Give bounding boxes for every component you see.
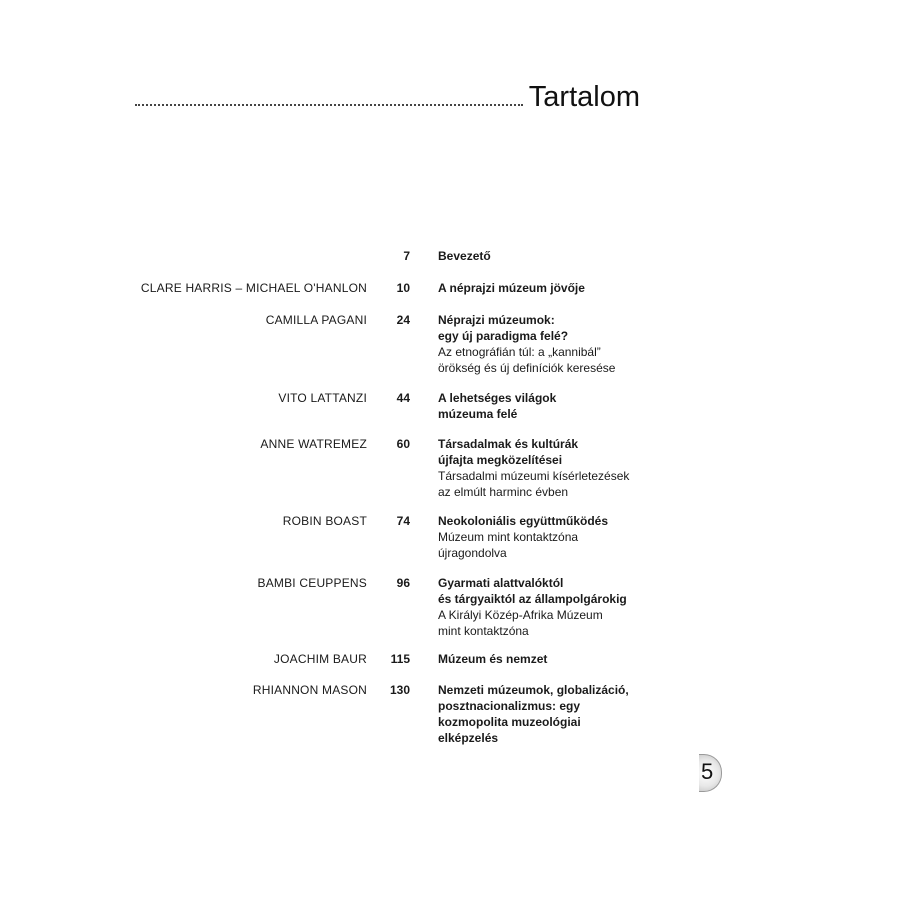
entry-title: A lehetséges világok (438, 391, 557, 405)
toc-entry[interactable] (0, 575, 900, 655)
entry-title: Múzeum és nemzet (438, 652, 548, 666)
entry-title: kozmopolita muzeológiai (438, 715, 581, 729)
entry-page: 10 (396, 281, 410, 295)
toc-entry[interactable] (0, 312, 900, 392)
entry-page: 96 (396, 576, 410, 590)
entry-page: 74 (396, 514, 410, 528)
entry-title: és tárgyaiktól az állampolgárokig (438, 592, 627, 606)
entry-author: JOACHIM BAUR (273, 652, 367, 666)
entry-title: posztnacionalizmus: egy (438, 699, 581, 713)
entry-author: BAMBI CEUPPENS (257, 576, 367, 590)
entry-title: Társadalmak és kultúrák (438, 437, 579, 451)
entry-title: elképzelés (438, 731, 499, 745)
entry-subtitle: újragondolva (438, 546, 507, 560)
entry-title: Bevezető (438, 249, 491, 263)
page-number: 5 (701, 759, 714, 784)
entry-title: újfajta megközelítései (438, 453, 563, 467)
entry-title: Neokoloniális együttműködés (438, 514, 609, 528)
entry-author: CAMILLA PAGANI (265, 313, 367, 327)
entry-subtitle: Múzeum mint kontaktzóna (438, 530, 579, 544)
entry-author: ANNE WATREMEZ (260, 437, 367, 451)
dot-leader (135, 104, 523, 106)
entry-page: 130 (389, 683, 410, 697)
toc-entry[interactable] (0, 436, 900, 516)
entry-title: A néprajzi múzeum jövője (438, 281, 585, 295)
entry-title: egy új paradigma felé? (438, 329, 569, 343)
entry-subtitle: az elmúlt harminc évben (438, 485, 569, 499)
entry-author: CLARE HARRIS – MICHAEL O'HANLON (140, 281, 367, 295)
entry-author: RHIANNON MASON (252, 683, 367, 697)
entry-subtitle: örökség és új definíciók keresése (438, 361, 616, 375)
page-title: Tartalom (528, 81, 640, 113)
entry-title: Nemzeti múzeumok, globalizáció, (438, 683, 629, 697)
entry-page: 24 (396, 313, 410, 327)
toc-header (135, 74, 640, 114)
entry-title: Néprajzi múzeumok: (438, 313, 555, 327)
entry-author: VITO LATTANZI (278, 391, 367, 405)
entry-subtitle: mint kontaktzóna (438, 624, 529, 638)
entry-page: 7 (403, 249, 410, 263)
entry-subtitle: A Királyi Közép-Afrika Múzeum (438, 608, 603, 622)
entry-subtitle: Az etnográfián túl: a „kannibál” (438, 345, 601, 359)
toc-entry[interactable] (0, 682, 900, 762)
entry-subtitle: Társadalmi múzeumi kísérletezések (438, 469, 630, 483)
entry-page: 115 (390, 652, 410, 666)
entry-author: ROBIN BOAST (282, 514, 367, 528)
entry-page: 60 (396, 437, 410, 451)
entry-title: múzeuma felé (438, 407, 518, 421)
entry-title: Gyarmati alattvalóktól (438, 576, 564, 590)
entry-page: 44 (396, 391, 410, 405)
